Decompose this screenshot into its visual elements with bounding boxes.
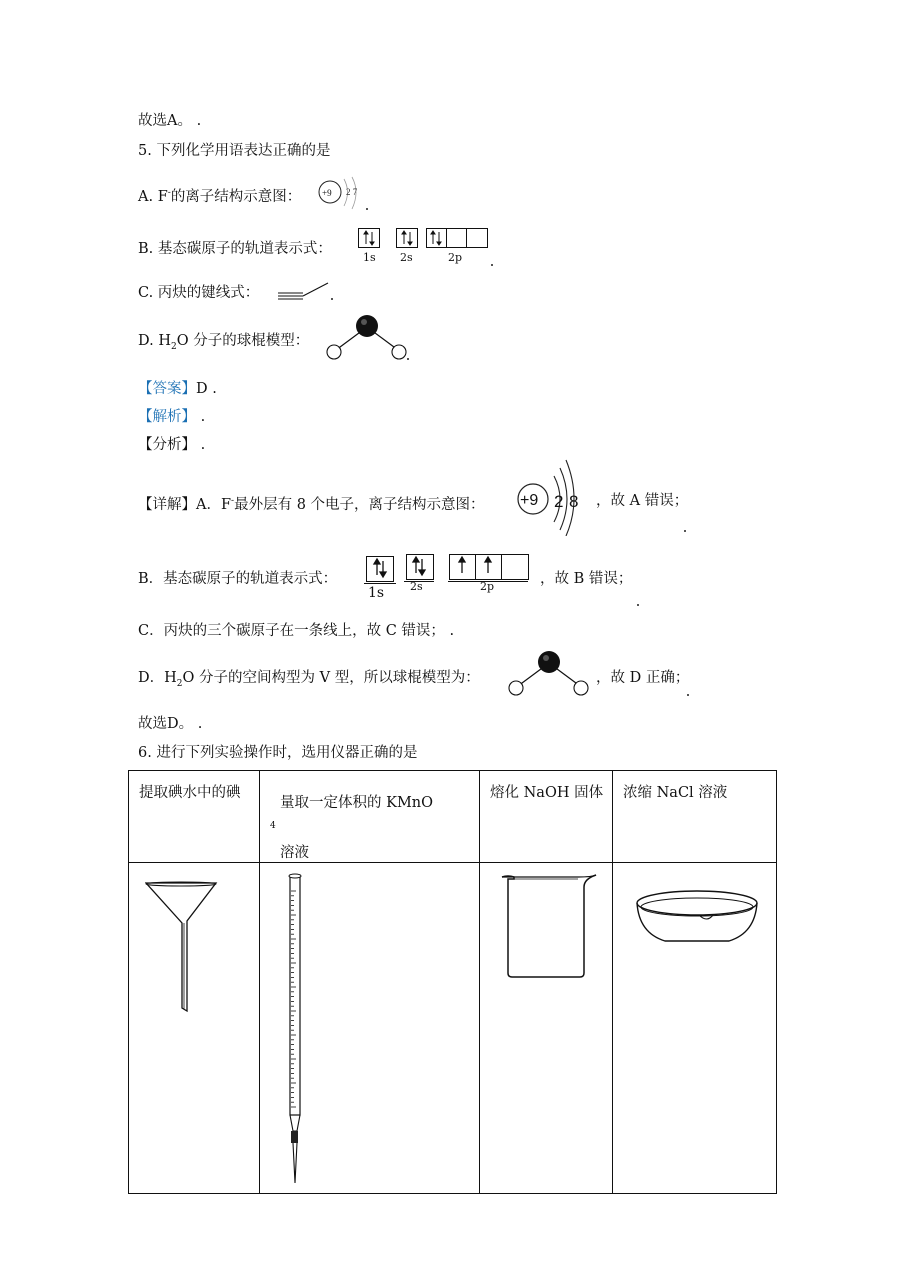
q5-option-b: B. 基态碳原子的轨道表示式： <box>138 241 332 257</box>
orbital-label-2p: 2p <box>448 251 463 264</box>
carbon-orbital-diagram-small <box>358 228 493 266</box>
q5-stem: 5. 下列化学用语表达正确的是 <box>138 143 331 159</box>
cell-beaker <box>480 862 613 1193</box>
water-ball-stick-model-small <box>324 313 410 361</box>
answer-value: D <box>196 381 208 397</box>
detail-b-text: B．基态碳原子的轨道表示式： <box>138 571 338 587</box>
q5-conclusion: 故选D。 . <box>138 716 203 732</box>
detail-d-text: D．$H_2O$ 分子的空间构型为 V 型，所以球棍模型为： <box>138 670 480 689</box>
q5-option-a: A. F-的离子结构示意图： <box>138 188 302 205</box>
large-nucleus-text: +9 <box>520 492 539 509</box>
answer-line: 【答案】D . <box>138 381 217 397</box>
apparatus-table <box>128 770 777 1194</box>
prev-conclusion: 故选A。 . <box>138 113 202 129</box>
q5-option-c: C. 丙炔的键线式： <box>138 285 260 301</box>
orbital-label-1s-large: 1s <box>368 585 385 601</box>
fluoride-ion-structure-large-icon <box>516 458 596 536</box>
fenxi-tag: 【分析】 <box>138 437 196 453</box>
carbon-orbital-diagram-large <box>364 553 528 603</box>
answer-tag: 【答案】 <box>138 381 196 397</box>
cell-evaporating-dish <box>613 862 777 1193</box>
funnel-icon <box>145 881 219 1021</box>
orbital-label-2s: 2s <box>400 251 413 264</box>
large-shell1-text: 2 <box>554 492 564 511</box>
small-shell-text: 2 7 <box>346 187 358 197</box>
orbital-label-1s: 1s <box>363 251 376 264</box>
detail-a-text: 【详解】A．F-最外层有 8 个电子，离子结构示意图： <box>138 496 485 513</box>
col-header-2: 量取一定体积的 KMnO $_4$ 溶液 <box>260 771 480 863</box>
fluoride-ion-structure-icon <box>318 176 368 212</box>
large-shell2-text: 8 <box>569 492 579 511</box>
small-nucleus-text: +9 <box>322 188 332 198</box>
col-header-1: 提取碘水中的碘 <box>129 771 260 863</box>
analysis-line: 【解析】 . <box>138 409 206 425</box>
cell-funnel <box>129 862 260 1193</box>
evaporating-dish-icon <box>635 889 759 955</box>
burette-icon <box>284 873 310 1191</box>
detail-d-verdict: ，故 D 正确； <box>596 670 690 686</box>
detail-b-verdict: ，故 B 错误； <box>540 571 633 587</box>
orbital-label-2p-large: 2p <box>480 580 495 593</box>
orbital-label-2s-large: 2s <box>410 580 423 593</box>
col-header-4: 浓缩 NaCl 溶液 <box>613 771 777 863</box>
detail-a-verdict: ，故 A 错误； <box>596 493 689 509</box>
water-ball-stick-model-large <box>506 648 592 698</box>
q6-stem: 6. 进行下列实验操作时，选用仪器正确的是 <box>138 745 418 761</box>
propyne-skeletal-formula-icon <box>276 280 332 302</box>
detail-c-text: C．丙炔的三个碳原子在一条线上，故 C 错误； . <box>138 623 455 639</box>
col-header-3: 熔化 NaOH 固体 <box>480 771 613 863</box>
beaker-icon <box>500 873 600 983</box>
fenxi-line: 【分析】 . <box>138 437 206 453</box>
analysis-tag: 【解析】 <box>138 409 196 425</box>
q5-option-d: D. $H_2O$ 分子的球棍模型： <box>138 333 310 352</box>
cell-burette <box>260 862 480 1193</box>
